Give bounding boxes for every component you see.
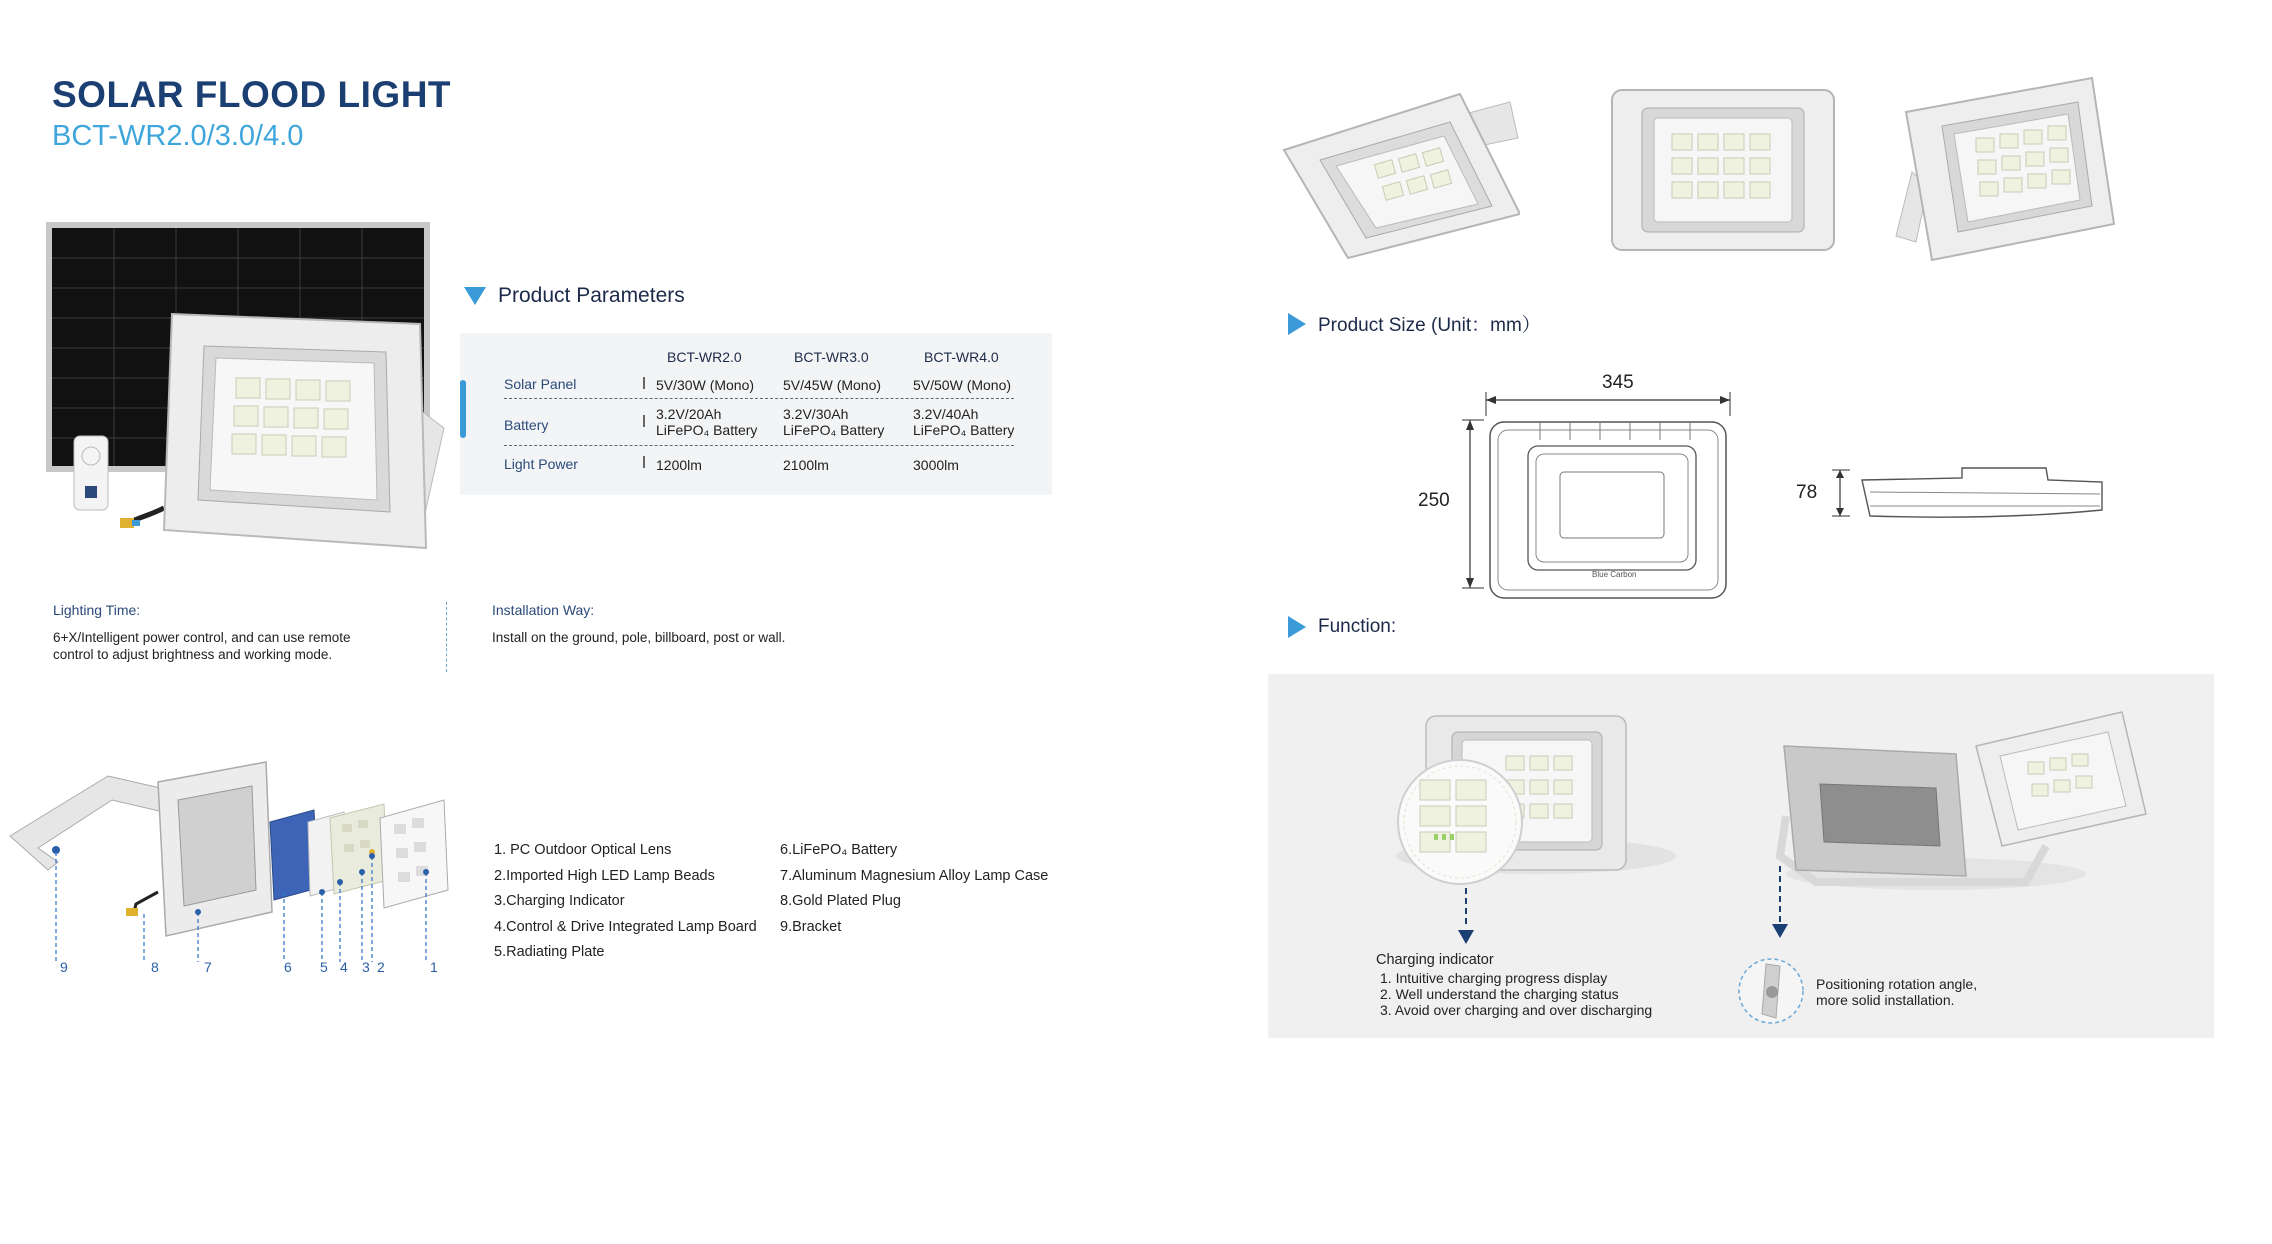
installation-heading: Installation Way:	[492, 602, 595, 618]
battery-wr30-type: LiFePO₄ Battery	[783, 422, 885, 438]
solar-panel-wr40: 5V/50W (Mono)	[913, 377, 1012, 393]
dimension-depth: 78	[1796, 482, 1818, 503]
positioning-illustration	[1776, 706, 2156, 898]
part-item-2: 2.Imported High LED Lamp Beads	[494, 867, 715, 884]
part-item-1: 1. PC Outdoor Optical Lens	[494, 842, 672, 858]
triangle-down-icon	[464, 287, 486, 305]
column-header-wr30: BCT-WR3.0	[794, 349, 869, 365]
callout-1: 1	[430, 959, 438, 975]
callout-6: 6	[284, 959, 292, 975]
model-number: BCT-WR2.0/3.0/4.0	[52, 120, 304, 152]
callout-3: 3	[362, 959, 370, 975]
row-label-solar-panel: Solar Panel	[504, 376, 577, 392]
product-view-angled-right	[1892, 76, 2118, 266]
column-header-wr20: BCT-WR2.0	[667, 349, 742, 365]
parameters-table	[460, 333, 1052, 495]
arrow-down-icon	[1456, 888, 1476, 948]
light-power-wr30: 2100lm	[783, 457, 829, 473]
callout-7: 7	[204, 959, 212, 975]
light-power-wr20: 1200lm	[656, 457, 702, 473]
part-item-3: 3.Charging Indicator	[494, 893, 625, 909]
lighting-time-line1: 6+X/Intelligent power control, and can use remote	[53, 630, 351, 645]
lighting-time-section	[53, 602, 351, 663]
arrow-down-icon	[1770, 866, 1790, 942]
battery-wr20-capacity: 3.2V/20Ah	[656, 406, 722, 422]
parts-list-right	[780, 838, 1048, 940]
row-divider-tick	[643, 415, 645, 427]
exploded-view-illustration	[8, 752, 468, 982]
size-drawing	[1400, 360, 2120, 620]
dashed-separator	[504, 398, 1014, 399]
light-power-wr40: 3000lm	[913, 457, 959, 473]
part-item-8: 8.Gold Plated Plug	[780, 893, 901, 909]
charging-indicator-illustration	[1376, 706, 1676, 886]
battery-wr40-capacity: 3.2V/40Ah	[913, 406, 979, 422]
product-view-angled-left	[1280, 88, 1520, 268]
callout-4: 4	[340, 959, 348, 975]
charging-point-1: 1. Intuitive charging progress display	[1380, 970, 1608, 986]
page-title: SOLAR FLOOD LIGHT	[52, 74, 452, 115]
row-divider-tick	[643, 456, 645, 468]
function-heading	[1288, 616, 1396, 638]
callout-5: 5	[320, 959, 328, 975]
lighting-time-heading: Lighting Time:	[53, 602, 141, 618]
positioning-line2: more solid installation.	[1816, 992, 1955, 1008]
callout-2: 2	[377, 959, 385, 975]
battery-wr40	[913, 406, 1014, 438]
part-item-6: 6.LiFePO₄ Battery	[780, 842, 898, 858]
dashed-separator	[504, 445, 1014, 446]
rotation-detail-icon	[1736, 956, 1806, 1026]
callout-8: 8	[151, 959, 159, 975]
charging-point-2: 2. Well understand the charging status	[1380, 986, 1619, 1002]
triangle-right-icon	[1288, 313, 1306, 335]
positioning-text	[1816, 976, 1977, 1008]
row-label-battery: Battery	[504, 417, 549, 433]
product-parameters-heading	[464, 284, 685, 308]
callout-9: 9	[60, 959, 68, 975]
section-divider	[446, 602, 447, 672]
solar-panel-wr20: 5V/30W (Mono)	[656, 377, 755, 393]
product-size-title: Product Size (Unit：mm）	[1318, 315, 1541, 336]
charging-indicator-title: Charging indicator	[1376, 952, 1494, 968]
lighting-time-text	[53, 629, 351, 663]
column-header-wr40: BCT-WR4.0	[924, 349, 999, 365]
product-parameters-title: Product Parameters	[498, 284, 685, 307]
lighting-time-line2: control to adjust brightness and working mode.	[53, 647, 333, 662]
function-title: Function:	[1318, 616, 1397, 637]
charging-point-3: 3. Avoid over charging and over discharging	[1380, 1002, 1653, 1018]
installation-section	[492, 602, 785, 646]
parts-list-left	[494, 838, 757, 966]
installation-text: Install on the ground, pole, billboard, post or wall.	[492, 630, 786, 645]
battery-wr30	[783, 406, 884, 438]
battery-wr20-type: LiFePO₄ Battery	[656, 422, 758, 438]
parameters-accent-bar	[460, 380, 466, 438]
part-item-4: 4.Control & Drive Integrated Lamp Board	[494, 918, 757, 935]
dimension-width: 345	[1602, 372, 1634, 393]
product-view-front	[1610, 88, 1836, 252]
row-label-light-power: Light Power	[504, 456, 578, 472]
battery-wr40-type: LiFePO₄ Battery	[913, 422, 1015, 438]
part-item-9: 9.Bracket	[780, 918, 842, 935]
battery-wr30-capacity: 3.2V/30Ah	[783, 406, 849, 422]
triangle-right-icon	[1288, 616, 1306, 638]
solar-panel-wr30: 5V/45W (Mono)	[783, 377, 882, 393]
part-item-5: 5.Radiating Plate	[494, 944, 605, 960]
battery-wr20	[656, 406, 757, 438]
positioning-line1: Positioning rotation angle,	[1816, 976, 1978, 992]
dimension-height: 250	[1418, 490, 1450, 511]
charging-indicator-points	[1380, 970, 1652, 1018]
row-divider-tick	[643, 377, 645, 389]
hero-product-illustration	[44, 218, 454, 558]
part-item-7: 7.Aluminum Magnesium Alloy Lamp Case	[780, 867, 1049, 884]
product-size-heading	[1288, 310, 1541, 337]
brand-mark: Blue Carbon	[1592, 570, 1637, 579]
